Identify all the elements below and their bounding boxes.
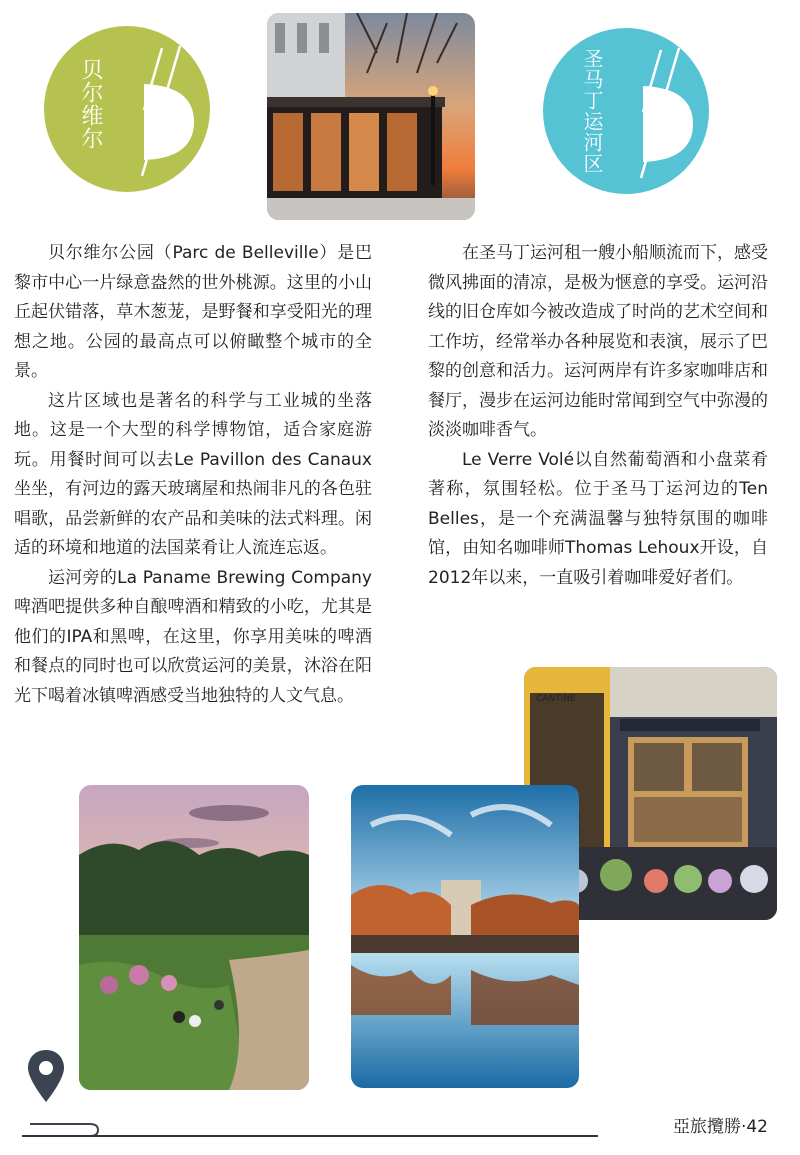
left-column-text bbox=[14, 239, 372, 711]
footer-rule bbox=[22, 1135, 598, 1137]
footer-swoosh-icon bbox=[20, 1112, 100, 1142]
cafe-sign: CANTINE bbox=[536, 694, 576, 704]
d-logo-icon bbox=[44, 26, 210, 192]
paragraph: Le Verre Volé以自然葡萄酒和小盘菜肴著称，氛围轻松。位于圣马丁运河边的Ten Belles，是一个充满温馨与独特氛围的咖啡馆，由知名咖啡师Thomas Lehoux开设，自2012年以来，一直吸引着咖啡爱好者们。 bbox=[428, 449, 768, 588]
paragraph: 这片区域也是著名的科学与工业城的坐落地。这是一个大型的科学博物馆，适合家庭游玩。用餐时间可以去Le Pavillon des Canaux坐坐，有河边的露天玻璃屋和热闹非凡的各色驻唱歌，品尝新鲜的农产品和美味的法式料理。闲适的环境和地道的法国菜肴让人流连忘返。 bbox=[14, 390, 372, 558]
badge-label: 圣马丁运河区 bbox=[580, 48, 604, 174]
badge-canal-saint-martin bbox=[543, 28, 709, 194]
map-pin-icon bbox=[26, 1048, 66, 1108]
page-folio: 亞旅攬勝·42 bbox=[672, 1117, 768, 1137]
photo-canal-saint-martin bbox=[351, 785, 579, 1088]
badge-label: 贝尔维尔 bbox=[78, 58, 103, 150]
paragraph: 运河旁的La Paname Brewing Company啤酒吧提供多种自酿啤酒和精致的小吃，尤其是他们的IPA和黑啤，在这里，你享用美味的啤酒和餐点的同时也可以欣赏运河的美景，沐浴在阳光下喝着冰镇啤酒感受当地独特的人文气息。 bbox=[14, 567, 372, 706]
right-column-text bbox=[428, 239, 768, 593]
photo-parc-de-belleville bbox=[79, 785, 309, 1090]
paragraph: 贝尔维尔公园（Parc de Belleville）是巴黎市中心一片绿意盎然的世外桃源。这里的小山丘起伏错落，草木葱茏，是野餐和享受阳光的理想之地。公园的最高点可以俯瞰整个城市的全景。 bbox=[14, 243, 372, 381]
d-logo-icon bbox=[543, 28, 709, 194]
paragraph: 在圣马丁运河租一艘小船顺流而下，感受微风拂面的清凉，是极为惬意的享受。运河沿线的旧仓库如今被改造成了时尚的艺术空间和工作坊，经常举办各种展览和表演，展示了巴黎的创意和活力。运河两岸有许多家咖啡店和餐厅，漫步在运河边能时常闻到空气中弥漫的淡淡咖啡香气。 bbox=[428, 243, 768, 440]
badge-belleville bbox=[44, 26, 210, 192]
photo-glass-pavilion bbox=[267, 13, 475, 220]
